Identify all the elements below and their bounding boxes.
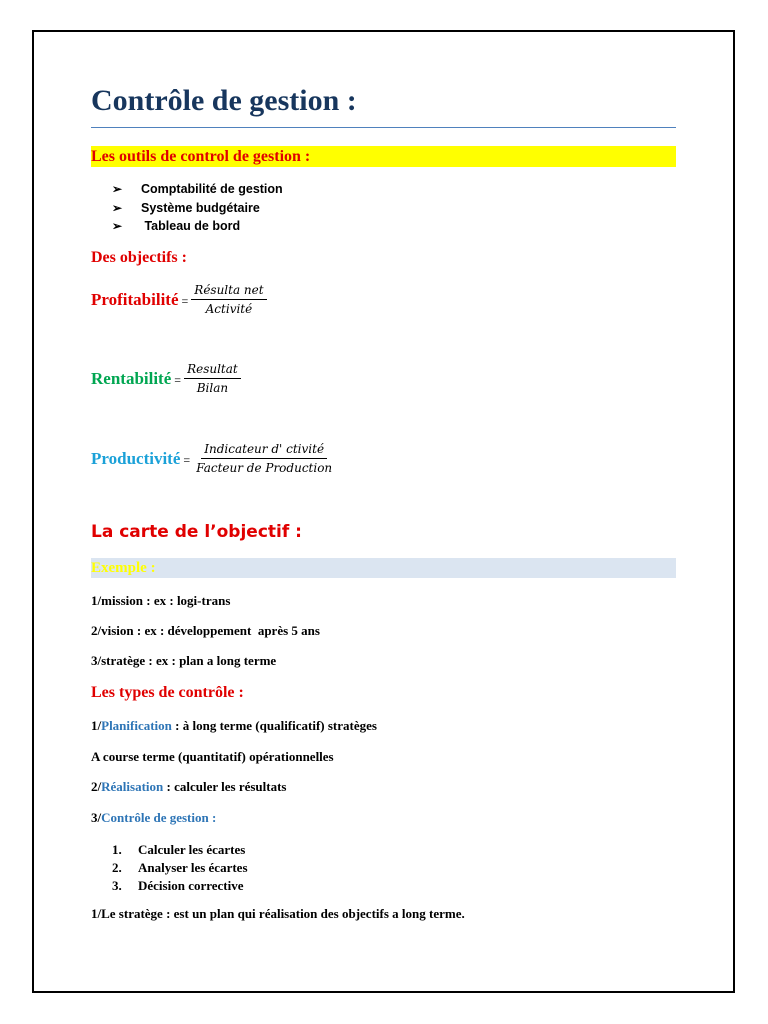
arrow-bullet-icon: ➢: [112, 182, 123, 196]
realisation-line: [91, 779, 286, 795]
list-number: 2.: [112, 860, 122, 875]
denominator: Activité: [205, 302, 253, 316]
arrow-bullet-icon: ➢: [112, 200, 123, 215]
title-underline: [91, 127, 676, 128]
list-item-text: Tableau de bord: [141, 219, 241, 233]
line-prefix: 3/: [91, 810, 102, 825]
equals-sign: =: [183, 453, 191, 467]
formula-term: Productivité: [91, 448, 181, 468]
line-prefix: 1/: [91, 718, 102, 733]
list-item: [112, 859, 248, 877]
realisation-label: Réalisation: [101, 779, 164, 794]
rentability-formula: [91, 362, 241, 395]
control-steps-list: [112, 841, 248, 895]
tools-heading: Les outils de control de gestion :: [91, 148, 311, 165]
list-item-text: Décision corrective: [138, 878, 244, 893]
fraction: [184, 362, 241, 395]
list-item-text: Calculer les écartes: [138, 842, 246, 857]
example-highlight: [91, 558, 676, 578]
example-label: Exemple :: [91, 560, 156, 576]
fraction: [193, 442, 335, 475]
list-item: [112, 199, 283, 218]
list-item-text: Comptabilité de gestion: [141, 182, 283, 196]
objective-map-heading: La carte de l’objectif :: [91, 522, 302, 542]
list-item-text: Système budgétaire: [141, 200, 260, 215]
numerator: Résulta net: [191, 283, 266, 300]
list-item-text: Analyser les écartes: [138, 860, 248, 875]
equals-sign: =: [174, 373, 182, 387]
strategy-line: 3/stratège : ex : plan a long terme: [91, 653, 277, 668]
control-types-heading: Les types de contrôle :: [91, 684, 244, 701]
line-prefix: 2/: [91, 779, 102, 794]
objectives-heading: Des objectifs :: [91, 249, 187, 266]
denominator: Bilan: [196, 381, 229, 395]
list-item: [112, 877, 248, 895]
line-text: : calculer les résultats: [163, 779, 287, 794]
list-item: [112, 180, 283, 199]
profitability-formula: [91, 283, 267, 316]
list-number: 3.: [112, 878, 122, 893]
productivity-formula: [91, 442, 335, 475]
list-item: [112, 217, 283, 236]
numerator: Indicateur d' ctivité: [201, 442, 327, 459]
fraction: [191, 283, 266, 316]
strategy-definition: 1/Le stratège : est un plan qui réalisation des objectifs a long terme.: [91, 906, 465, 921]
short-term-line: A course terme (quantitatif) opérationnelles: [91, 749, 334, 764]
management-control-label: Contrôle de gestion :: [101, 810, 217, 825]
tools-list: [112, 180, 283, 236]
equals-sign: =: [181, 294, 189, 308]
document-title: Contrôle de gestion :: [91, 84, 357, 117]
mission-line: 1/mission : ex : logi-trans: [91, 593, 231, 608]
numerator: Resultat: [184, 362, 241, 379]
planning-line: [91, 718, 377, 734]
formula-term: Rentabilité: [91, 368, 172, 388]
planning-label: Planification: [101, 718, 172, 733]
management-control-line: [91, 810, 216, 826]
arrow-bullet-icon: ➢: [112, 219, 123, 233]
denominator: Facteur de Production: [196, 461, 333, 475]
line-text: : à long terme (qualificatif) stratèges: [171, 718, 377, 733]
vision-line: 2/vision : ex : développement après 5 ans: [91, 623, 320, 638]
formula-term: Profitabilité: [91, 289, 179, 309]
list-item: [112, 841, 248, 859]
list-number: 1.: [112, 842, 122, 857]
